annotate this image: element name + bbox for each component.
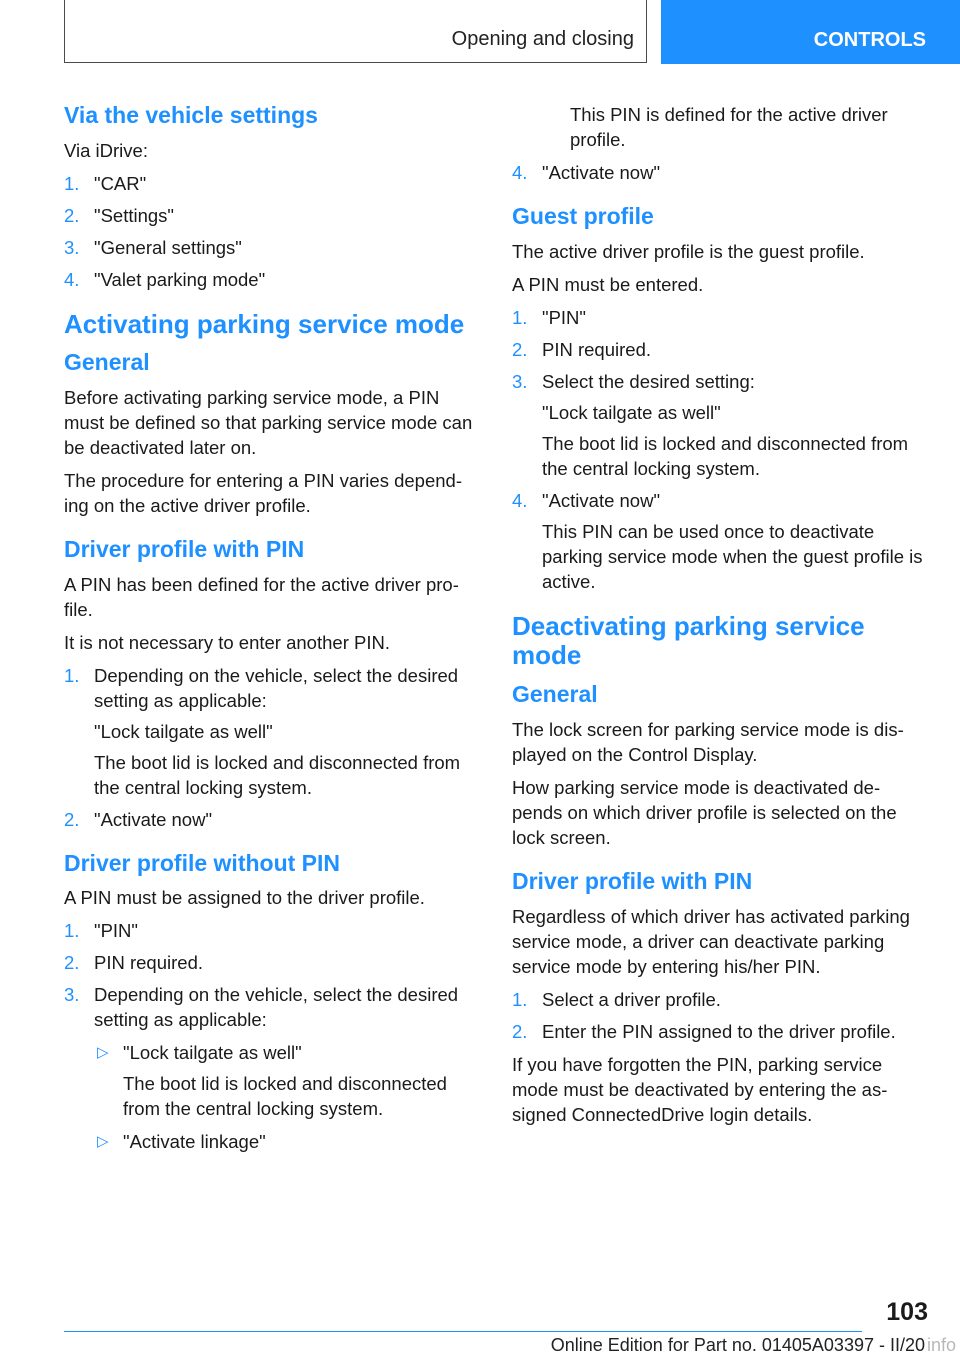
option-description: The boot lid is locked and disconnected from the central locking system. <box>542 432 909 479</box>
step-number: 1. <box>64 664 80 686</box>
list-item: 4. "Valet parking mode" <box>64 268 266 290</box>
list-item: 1. Depending on the vehicle, select the desired setting as applicable: "Lock tailgate as well" The boot lid is locked and disconnected from the central locking system. <box>64 663 480 800</box>
list-item: 1. "CAR" <box>64 172 147 194</box>
list-item: 4. "Activate now" This PIN can be used once to deactivate parking service mode when the guest profile is active. <box>512 488 928 594</box>
via-idrive-text: Via iDrive: <box>64 139 148 161</box>
step-number: 3. <box>64 236 80 258</box>
step-number: 1. <box>64 172 80 194</box>
option-text: "Lock tailgate as well" <box>542 401 721 423</box>
step-number: 2. <box>64 808 80 830</box>
right-column <box>512 102 928 1135</box>
step-number: 3. <box>512 370 528 392</box>
footer-edition: Online Edition for Part no. 01405A03397 - II/20 <box>550 1335 925 1355</box>
step-number: 3. <box>64 984 80 1006</box>
step-number: 1. <box>512 988 528 1010</box>
continued-steps <box>512 160 928 185</box>
with-pin-steps <box>64 663 480 832</box>
heading-general: General <box>512 681 598 708</box>
step-number: 4. <box>512 162 528 183</box>
step-number: 2. <box>512 1020 528 1042</box>
list-item: 2. Enter the PIN assigned to the driver profile. <box>512 1020 896 1042</box>
heading-vehicle-settings: Via the vehicle settings <box>64 102 318 128</box>
list-item: 2. "Settings" <box>64 204 174 226</box>
bullet-item: ▷ "Activate linkage" <box>97 1131 266 1153</box>
continued-text: This PIN is defined for the active driver profile. <box>570 104 888 150</box>
step-number: 4. <box>64 268 80 290</box>
heading-with-pin: Driver profile with PIN <box>512 867 753 894</box>
list-item: 1. "PIN" <box>64 920 138 942</box>
heading-without-pin: Driver profile without PIN <box>64 849 341 876</box>
triangle-bullet-icon: ▷ <box>97 1133 109 1151</box>
with-pin-steps <box>512 987 928 1044</box>
step-number: 2. <box>512 338 528 360</box>
list-item: 2. PIN required. <box>512 338 651 360</box>
footer-watermark: info <box>926 1335 956 1355</box>
step-number: 2. <box>64 204 80 226</box>
list-item: 3. Select the desired setting: "Lock tailgate as well" The boot lid is locked and disconnected from the central locking system. <box>512 369 928 481</box>
vehicle-settings-steps <box>64 171 480 292</box>
with-pin-paragraph-2: It is not necessary to enter another PIN. <box>64 631 390 653</box>
step-number: 2. <box>64 952 80 974</box>
step-number: 1. <box>512 306 528 328</box>
guest-steps <box>512 305 928 594</box>
bullet-item: ▷ "Lock tailgate as well" The boot lid is locked and disconnected from the central locking system. <box>94 1040 480 1121</box>
heading-activating: Activating parking service mode <box>64 308 465 339</box>
list-item: 2. PIN required. <box>64 952 203 974</box>
list-item: 3. Depending on the vehicle, select the desired setting as applicable: ▷ "Lock tailgate as well" The boot lid is locked and disconnected from the central locking system. ▷ "Activate linkage" <box>64 982 480 1154</box>
with-pin-paragraph-1: Regardless of which driver has activated parking service mode, a driver can deactivate parking service mode by entering his/her PIN. <box>512 905 910 977</box>
option-text: "Lock tailgate as well" <box>94 720 273 742</box>
list-item: 1. "PIN" <box>512 306 586 328</box>
heading-guest-profile: Guest profile <box>512 203 654 229</box>
left-column <box>64 102 480 1162</box>
option-description: The boot lid is locked and disconnected from the central locking system. <box>94 751 461 798</box>
with-pin-paragraph-2: If you have forgotten the PIN, parking service mode must be deactivated by entering the as-signed ConnectedDrive login details. <box>512 1053 888 1125</box>
page-number: 103 <box>886 1298 928 1326</box>
list-item: 3. "General settings" <box>64 236 242 258</box>
guest-paragraph-1: The active driver profile is the guest profile. <box>512 240 865 262</box>
general-paragraph-1: The lock screen for parking service mode is dis-played on the Control Display. <box>512 718 904 765</box>
header-section-box <box>64 0 647 63</box>
footer-divider <box>64 1331 862 1332</box>
step-number: 1. <box>64 920 80 942</box>
heading-deactivating: Deactivating parking service mode <box>512 610 865 671</box>
list-item: 2. "Activate now" <box>64 808 213 830</box>
without-pin-paragraph: A PIN must be assigned to the driver profile. <box>64 887 425 909</box>
guest-paragraph-2: A PIN must be entered. <box>512 273 704 295</box>
chapter-tab: CONTROLS <box>661 0 960 64</box>
with-pin-paragraph-1: A PIN has been defined for the active driver pro-file. <box>64 573 459 620</box>
bullet-description: The boot lid is locked and disconnected from the central locking system. <box>123 1073 447 1120</box>
general-paragraph-2: How parking service mode is deactivated de-pends on which driver profile is selected on the lock screen. <box>512 776 897 848</box>
triangle-bullet-icon: ▷ <box>97 1044 109 1062</box>
list-item: 4. "Activate now" <box>512 162 661 183</box>
general-paragraph-2: The procedure for entering a PIN varies depend-ing on the active driver profile. <box>64 470 462 517</box>
without-pin-steps <box>64 918 480 1154</box>
step-number: 4. <box>512 489 528 511</box>
heading-general: General <box>64 349 150 376</box>
heading-with-pin: Driver profile with PIN <box>64 536 305 563</box>
option-description: This PIN can be used once to deactivate parking service mode when the guest profile is active. <box>542 520 923 592</box>
general-paragraph-1: Before activating parking service mode, a PIN must be defined so that parking service mode can be deactivated later on. <box>64 387 473 459</box>
section-title: Opening and closing <box>451 28 634 50</box>
list-item: 1. Select a driver profile. <box>512 988 721 1010</box>
